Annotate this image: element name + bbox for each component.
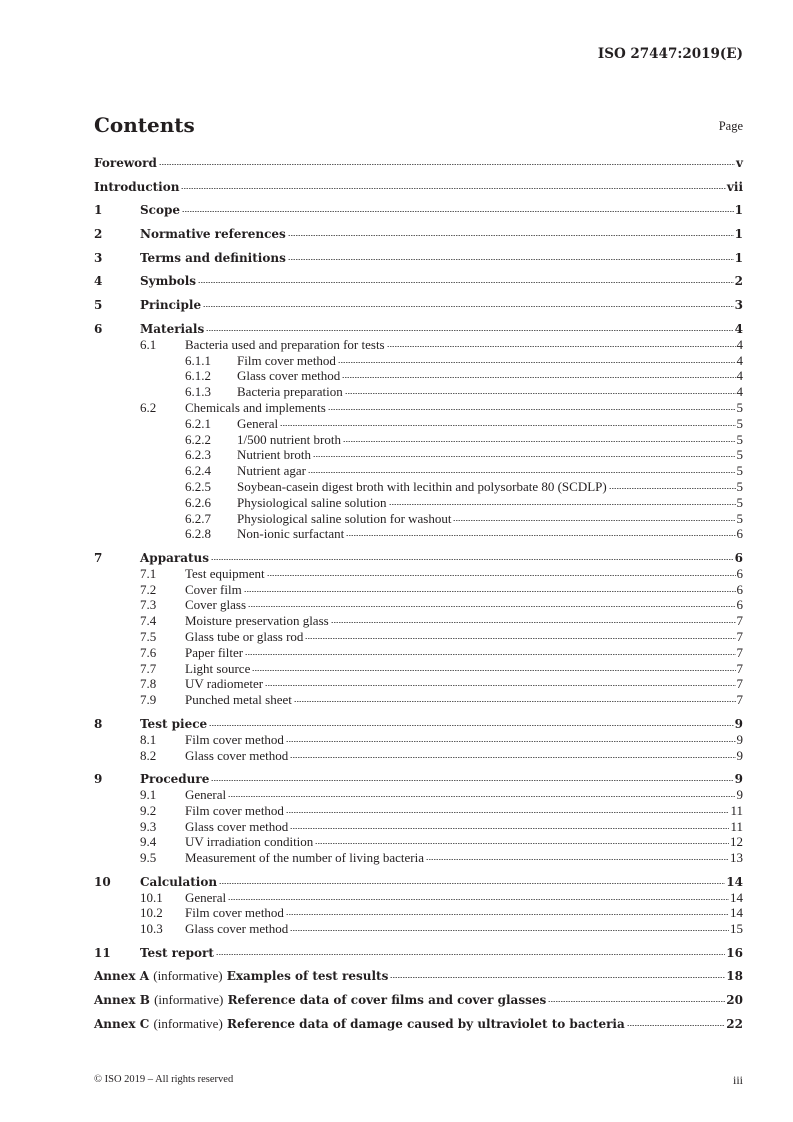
toc-entry-number: 7.4 bbox=[140, 613, 157, 629]
toc-entry[interactable] bbox=[94, 890, 743, 906]
toc-entry-page: 3 bbox=[734, 298, 743, 313]
toc-entry-page: 5 bbox=[736, 510, 743, 526]
toc-entry-page: vii bbox=[726, 179, 743, 194]
toc-entry[interactable] bbox=[94, 629, 743, 645]
dot-leader bbox=[159, 163, 735, 166]
dot-leader bbox=[286, 913, 729, 916]
toc-entry-number: 7.9 bbox=[140, 692, 157, 708]
toc-entry[interactable] bbox=[94, 511, 743, 527]
dot-leader bbox=[206, 329, 733, 332]
dot-leader bbox=[331, 621, 736, 624]
dot-leader bbox=[627, 1024, 726, 1027]
toc-entry-number: 6.2.1 bbox=[185, 415, 211, 431]
toc-entry-title: Non-ionic surfactant bbox=[237, 526, 345, 542]
toc-entry-page: 15 bbox=[730, 921, 743, 937]
annex-informative-tag: (informative) bbox=[153, 968, 223, 984]
dot-leader bbox=[346, 534, 735, 537]
toc-entry-number: 5 bbox=[94, 298, 103, 313]
dot-leader bbox=[228, 898, 729, 901]
toc-entry-title: Nutrient broth bbox=[237, 447, 312, 463]
toc-entry-page: 5 bbox=[736, 478, 743, 494]
toc-entry[interactable] bbox=[94, 155, 743, 171]
dot-leader bbox=[389, 503, 736, 506]
toc-entry-page: 5 bbox=[736, 494, 743, 510]
toc-entry-title: Soybean-casein digest broth with lecithin and polysorbate 80 (SCDLP) bbox=[237, 478, 607, 494]
toc-entry-title: Glass cover method bbox=[237, 368, 341, 384]
dot-leader bbox=[288, 258, 734, 261]
dot-leader bbox=[426, 858, 729, 861]
toc-entry-title: Bacteria preparation bbox=[237, 384, 343, 400]
annex-label: Annex B bbox=[94, 993, 150, 1008]
dot-leader bbox=[244, 590, 736, 593]
toc-entry-title: Test report bbox=[140, 945, 214, 960]
toc-entry-title: Introduction bbox=[94, 179, 180, 194]
dot-leader bbox=[313, 455, 735, 458]
toc-entry-number: 2 bbox=[94, 227, 103, 242]
toc-entry-page: 12 bbox=[730, 834, 743, 850]
toc-entry-page: 6 bbox=[736, 581, 743, 597]
toc-entry-title: Physiological saline solution for washout bbox=[237, 510, 452, 526]
toc-entry-title: Film cover method bbox=[185, 731, 284, 747]
toc-entry[interactable] bbox=[94, 850, 743, 866]
toc-entry[interactable] bbox=[94, 432, 743, 448]
toc-entry-number: 7.1 bbox=[140, 565, 157, 581]
toc-entry-number: 8 bbox=[94, 716, 103, 731]
toc-entry[interactable] bbox=[94, 526, 743, 542]
annex-informative-tag: (informative) bbox=[154, 992, 224, 1008]
toc-entry-number: 9.4 bbox=[140, 834, 157, 850]
toc-entry-page: 11 bbox=[730, 818, 743, 834]
toc-entry-page: 7 bbox=[736, 613, 743, 629]
toc-entry-title: Foreword bbox=[94, 156, 157, 170]
toc-entry-title bbox=[94, 968, 388, 984]
standard-id: ISO 27447:2019(E) bbox=[597, 46, 743, 62]
dot-leader bbox=[267, 574, 736, 577]
toc-entry-number: 6 bbox=[94, 321, 103, 336]
toc-entry-number: 6.1.3 bbox=[185, 384, 211, 400]
toc-entry-title: Procedure bbox=[140, 772, 210, 786]
toc-entry-page: 4 bbox=[736, 336, 743, 352]
toc-entry[interactable] bbox=[94, 250, 743, 266]
toc-entry-page: 7 bbox=[736, 629, 743, 645]
toc-entry-page: 5 bbox=[736, 463, 743, 479]
toc-entry[interactable] bbox=[94, 202, 743, 218]
toc-entry-number: 6.2.7 bbox=[185, 510, 211, 526]
dot-leader bbox=[345, 392, 736, 395]
toc-entry-page: 16 bbox=[726, 945, 743, 960]
annex-label: Annex A bbox=[94, 969, 150, 984]
dot-leader bbox=[294, 700, 736, 703]
dot-leader bbox=[305, 637, 735, 640]
toc-entry-number: 9.3 bbox=[140, 818, 157, 834]
toc-entry-number: 7.5 bbox=[140, 629, 157, 645]
toc-entry-number: 10 bbox=[94, 874, 111, 889]
toc-entry-title bbox=[94, 1016, 625, 1032]
dot-leader bbox=[286, 811, 730, 814]
dot-leader bbox=[290, 756, 735, 759]
dot-leader bbox=[198, 281, 734, 284]
toc-entry-page: 1 bbox=[734, 227, 743, 242]
toc-entry[interactable] bbox=[94, 321, 743, 337]
toc-entry-number: 1 bbox=[94, 203, 103, 218]
toc-entry-title: General bbox=[237, 415, 279, 431]
toc-entry-number: 10.3 bbox=[140, 921, 163, 937]
toc-entry-title: Materials bbox=[140, 321, 205, 336]
dot-leader bbox=[390, 976, 725, 979]
toc-entry-title: Punched metal sheet bbox=[185, 692, 292, 708]
toc-entry-title: UV radiometer bbox=[185, 676, 264, 692]
toc-entry[interactable] bbox=[94, 447, 743, 463]
toc-entry[interactable] bbox=[94, 613, 743, 629]
toc-entry-page: 4 bbox=[734, 321, 743, 336]
toc-entry-page: 14 bbox=[726, 874, 743, 889]
dot-leader bbox=[342, 376, 735, 379]
dot-leader bbox=[211, 558, 734, 561]
toc-entry-title: Moisture preservation glass bbox=[185, 613, 329, 629]
toc-entry-title: Cover film bbox=[185, 581, 242, 597]
toc-entry-page: 7 bbox=[736, 660, 743, 676]
toc-entry-title: Bacteria used and preparation for tests bbox=[185, 336, 385, 352]
toc-entry-page: v bbox=[736, 156, 743, 170]
toc-entry-page: 14 bbox=[730, 905, 743, 921]
toc-entry-title: Film cover method bbox=[185, 802, 284, 818]
dot-leader bbox=[203, 305, 734, 308]
dot-leader bbox=[181, 187, 725, 190]
toc-entry-number: 9.5 bbox=[140, 850, 157, 866]
toc-entry-title: Calculation bbox=[140, 874, 218, 889]
toc-entry-number: 9.2 bbox=[140, 802, 157, 818]
dot-leader bbox=[182, 210, 734, 213]
toc-entry-title: Cover glass bbox=[185, 597, 247, 613]
toc-entry-number: 6.1.2 bbox=[185, 368, 211, 384]
toc-annex-entry[interactable] bbox=[94, 968, 743, 984]
toc-entry-title: Scope bbox=[140, 203, 181, 218]
toc-entry-title: Symbols bbox=[140, 274, 197, 289]
toc-entry-page: 9 bbox=[736, 787, 743, 802]
toc-entry[interactable] bbox=[94, 463, 743, 479]
dot-leader bbox=[248, 605, 735, 608]
toc-entry-page: 7 bbox=[736, 692, 743, 708]
toc-entry-title: Principle bbox=[140, 298, 202, 313]
toc-entry-title: Measurement of the number of living bacteria bbox=[185, 850, 424, 866]
toc-entry-page: 9 bbox=[736, 731, 743, 747]
toc-entry-page: 6 bbox=[736, 565, 743, 581]
toc-entry-page: 9 bbox=[734, 772, 743, 786]
toc-entry-number: 6.2.4 bbox=[185, 463, 211, 479]
toc-entry-page: 9 bbox=[734, 716, 743, 731]
toc-entry-page: 20 bbox=[726, 993, 743, 1008]
toc-entry-title: Nutrient agar bbox=[237, 463, 306, 479]
annex-informative-tag: (informative) bbox=[153, 1015, 223, 1031]
toc-entry[interactable] bbox=[94, 384, 743, 400]
toc-entry-page: 14 bbox=[730, 889, 743, 905]
toc-annex-entry[interactable] bbox=[94, 992, 743, 1008]
toc-entry[interactable] bbox=[94, 273, 743, 289]
dot-leader bbox=[216, 953, 725, 956]
toc-entry[interactable] bbox=[94, 834, 743, 850]
dot-leader bbox=[453, 519, 735, 522]
dot-leader bbox=[280, 424, 735, 427]
toc-entry-number: 7.3 bbox=[140, 597, 157, 613]
toc-entry-number: 7.2 bbox=[140, 581, 157, 597]
toc-entry-page: 22 bbox=[726, 1016, 743, 1031]
toc-entry-number: 7.8 bbox=[140, 676, 157, 692]
toc-entry-number: 6.2.6 bbox=[185, 494, 211, 510]
page-number: iii bbox=[732, 1073, 743, 1087]
toc-entry[interactable] bbox=[94, 676, 743, 692]
toc-entry-page: 1 bbox=[734, 203, 743, 218]
toc-entry-number: 6.2.2 bbox=[185, 431, 211, 447]
toc-entry[interactable] bbox=[94, 179, 743, 195]
dot-leader bbox=[219, 882, 725, 885]
toc-entry-title: Film cover method bbox=[237, 352, 336, 368]
dot-leader bbox=[211, 779, 733, 782]
dot-leader bbox=[290, 827, 729, 830]
page-column-label: Page bbox=[718, 119, 743, 133]
toc-entry-number: 6.2.3 bbox=[185, 447, 211, 463]
toc-entry-title: Chemicals and implements bbox=[185, 400, 326, 415]
dot-leader bbox=[209, 724, 733, 727]
toc-entry-title: General bbox=[185, 889, 227, 905]
toc-entry-page: 1 bbox=[734, 250, 743, 265]
toc-entry-page: 7 bbox=[736, 644, 743, 660]
toc-entry-title: UV irradiation condition bbox=[185, 834, 314, 850]
toc-entry[interactable] bbox=[94, 582, 743, 598]
toc-entry-page: 18 bbox=[726, 969, 743, 984]
toc-entry[interactable] bbox=[94, 803, 743, 819]
contents-title: Contents bbox=[94, 113, 195, 137]
toc-entry[interactable] bbox=[94, 771, 743, 787]
toc-entry-title: Glass cover method bbox=[185, 747, 289, 763]
toc-entry-title bbox=[94, 992, 546, 1008]
copyright-notice: © ISO 2019 – All rights reserved bbox=[94, 1074, 234, 1085]
toc-entry-page: 4 bbox=[736, 384, 743, 400]
dot-leader bbox=[343, 440, 736, 443]
toc-entry-number: 7.6 bbox=[140, 644, 157, 660]
toc-entry-page: 4 bbox=[736, 352, 743, 368]
toc-entry-title: Light source bbox=[185, 660, 251, 676]
toc-entry-number: 9 bbox=[94, 772, 103, 786]
toc-entry[interactable] bbox=[94, 645, 743, 661]
annex-title: Examples of test results bbox=[226, 969, 389, 984]
toc-entry[interactable] bbox=[94, 297, 743, 313]
toc-entry-title: 1/500 nutrient broth bbox=[237, 431, 341, 447]
toc-entry[interactable] bbox=[94, 495, 743, 511]
dot-leader bbox=[265, 684, 735, 687]
toc-entry-page: 6 bbox=[734, 550, 743, 565]
toc-entry[interactable] bbox=[94, 661, 743, 677]
toc-entry-title: Apparatus bbox=[140, 550, 209, 565]
toc-entry[interactable] bbox=[94, 819, 743, 835]
toc-entry[interactable] bbox=[94, 905, 743, 921]
toc-entry-title: Glass cover method bbox=[185, 818, 289, 834]
dot-leader bbox=[308, 471, 736, 474]
dot-leader bbox=[315, 842, 729, 845]
dot-leader bbox=[290, 929, 729, 932]
toc-entry-page: 5 bbox=[736, 447, 743, 463]
toc-entry-number: 7 bbox=[94, 550, 103, 565]
toc-entry[interactable] bbox=[94, 732, 743, 748]
dot-leader bbox=[387, 345, 736, 348]
toc-entry[interactable] bbox=[94, 692, 743, 708]
table-of-contents bbox=[94, 155, 743, 1032]
toc-entry-title: Test equipment bbox=[185, 565, 265, 581]
dot-leader bbox=[228, 795, 735, 798]
toc-entry[interactable] bbox=[94, 921, 743, 937]
toc-entry[interactable] bbox=[94, 748, 743, 764]
toc-entry-number: 11 bbox=[94, 945, 111, 960]
toc-entry-title: Terms and definitions bbox=[140, 250, 286, 265]
dot-leader bbox=[338, 361, 736, 364]
annex-title: Reference data of damage caused by ultraviolet to bacteria bbox=[226, 1016, 625, 1031]
toc-entry-number: 6.1 bbox=[140, 336, 157, 352]
toc-entry-number: 8.2 bbox=[140, 747, 157, 763]
toc-entry-title: Normative references bbox=[140, 227, 286, 242]
toc-entry-page: 2 bbox=[734, 274, 743, 289]
toc-entry[interactable] bbox=[94, 550, 743, 566]
toc-entry[interactable] bbox=[94, 226, 743, 242]
toc-annex-entry[interactable] bbox=[94, 1016, 743, 1032]
toc-entry[interactable] bbox=[94, 400, 743, 416]
dot-leader bbox=[609, 487, 736, 490]
toc-entry[interactable] bbox=[94, 597, 743, 613]
dot-leader bbox=[288, 234, 734, 237]
toc-entry-page: 7 bbox=[736, 676, 743, 692]
toc-entry-number: 10.1 bbox=[140, 889, 163, 905]
toc-entry[interactable] bbox=[94, 479, 743, 495]
toc-entry[interactable] bbox=[94, 368, 743, 384]
toc-entry-title: General bbox=[185, 787, 227, 802]
toc-entry[interactable] bbox=[94, 353, 743, 369]
toc-entry-title: Glass tube or glass rod bbox=[185, 629, 304, 645]
toc-entry-page: 5 bbox=[736, 431, 743, 447]
toc-entry-title: Film cover method bbox=[185, 905, 284, 921]
toc-entry-page: 6 bbox=[736, 597, 743, 613]
toc-entry-number: 6.2.5 bbox=[185, 478, 211, 494]
toc-entry[interactable] bbox=[94, 337, 743, 353]
toc-entry-page: 9 bbox=[736, 747, 743, 763]
toc-entry-title: Physiological saline solution bbox=[237, 494, 387, 510]
toc-entry-number: 3 bbox=[94, 250, 103, 265]
toc-entry-number: 7.7 bbox=[140, 660, 157, 676]
dot-leader bbox=[286, 740, 736, 743]
toc-entry-page: 5 bbox=[736, 400, 743, 415]
annex-label: Annex C bbox=[94, 1016, 150, 1031]
toc-entry-number: 6.2.8 bbox=[185, 526, 211, 542]
toc-entry-page: 6 bbox=[736, 526, 743, 542]
toc-entry-page: 5 bbox=[736, 415, 743, 431]
toc-entry-number: 6.1.1 bbox=[185, 352, 211, 368]
annex-title: Reference data of cover films and cover glasses bbox=[227, 993, 547, 1008]
toc-entry-number: 6.2 bbox=[140, 400, 157, 415]
toc-entry-page: 13 bbox=[730, 850, 743, 866]
dot-leader bbox=[328, 408, 736, 411]
toc-entry[interactable] bbox=[94, 874, 743, 890]
toc-entry-page: 11 bbox=[730, 802, 743, 818]
toc-entry-title: Paper filter bbox=[185, 644, 244, 660]
toc-entry-title: Glass cover method bbox=[185, 921, 289, 937]
dot-leader bbox=[245, 653, 735, 656]
toc-entry-number: 9.1 bbox=[140, 787, 157, 802]
toc-entry-number: 10.2 bbox=[140, 905, 163, 921]
toc-entry-number: 8.1 bbox=[140, 731, 157, 747]
toc-entry-title: Test piece bbox=[140, 716, 208, 731]
toc-entry[interactable] bbox=[94, 416, 743, 432]
toc-entry[interactable] bbox=[94, 945, 743, 961]
dot-leader bbox=[252, 669, 735, 672]
dot-leader bbox=[548, 1000, 725, 1003]
toc-entry[interactable] bbox=[94, 787, 743, 803]
toc-entry[interactable] bbox=[94, 566, 743, 582]
toc-entry[interactable] bbox=[94, 716, 743, 732]
toc-entry-number: 4 bbox=[94, 274, 103, 289]
toc-entry-page: 4 bbox=[736, 368, 743, 384]
